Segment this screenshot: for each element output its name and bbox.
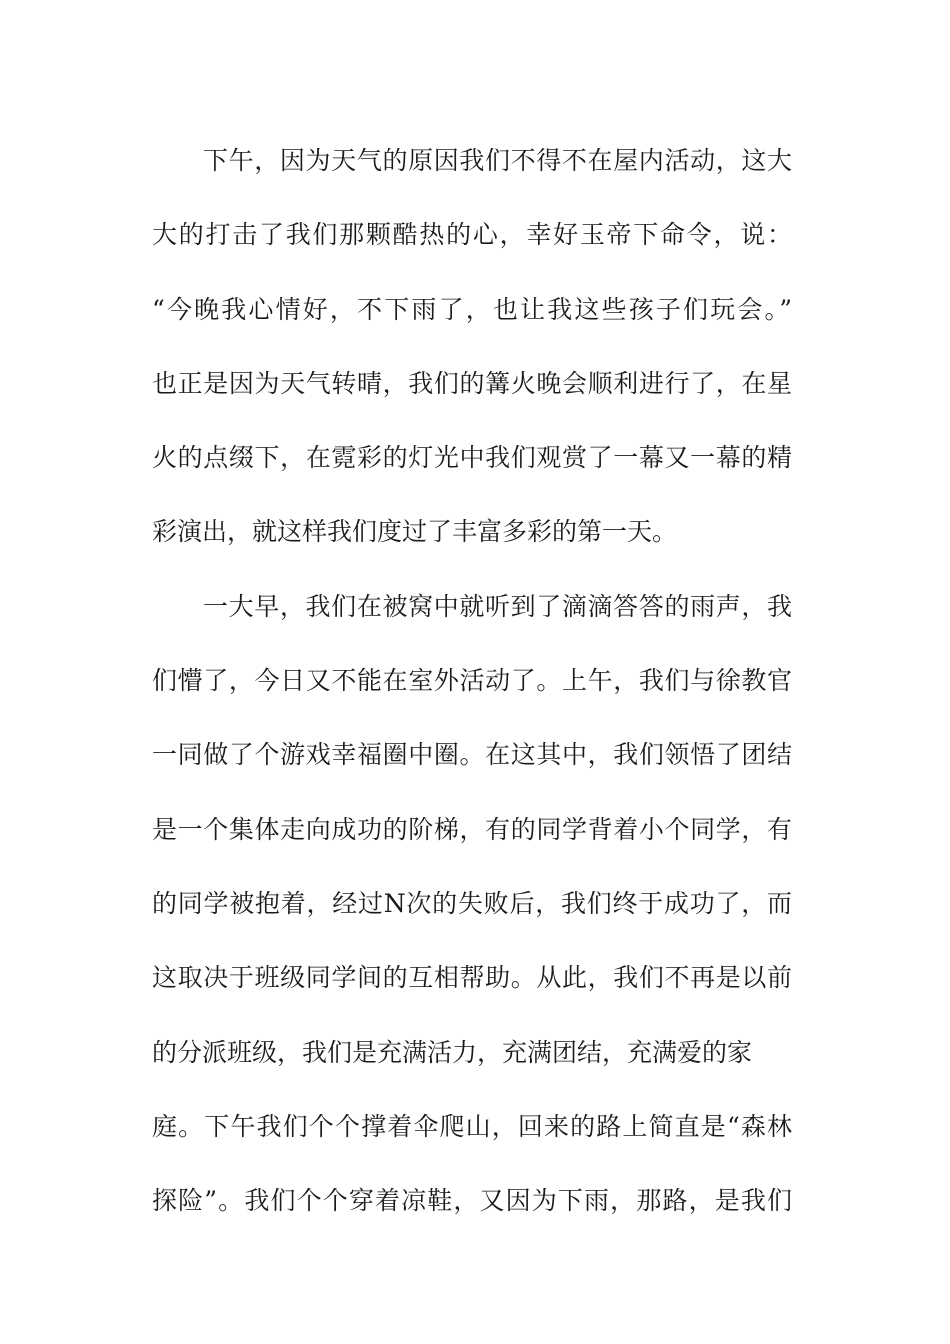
paragraph-line: 是一个集体走向成功的阶梯，有的同学背着小个同学，有 bbox=[152, 814, 792, 844]
paragraph-line: “今晚我心情好，不下雨了，也让我这些孩子们玩会。” bbox=[152, 294, 792, 324]
paragraph-line: 一同做了个游戏幸福圈中圈。在这其中，我们领悟了团结 bbox=[152, 740, 792, 770]
paragraph-line: 一大早，我们在被窝中就听到了滴滴答答的雨声，我 bbox=[203, 591, 792, 621]
paragraph-line: 大的打击了我们那颗酷热的心，幸好玉帝下命令，说： bbox=[152, 220, 792, 250]
paragraph-line: 们懵了，今日又不能在室外活动了。上午，我们与徐教官 bbox=[152, 666, 792, 696]
paragraph-line: 下午，因为天气的原因我们不得不在屋内活动，这大 bbox=[203, 146, 792, 175]
paragraph-line: 也正是因为天气转晴，我们的篝火晚会顺利进行了，在星 bbox=[152, 368, 792, 398]
paragraph-line: 的同学被抱着，经过N次的失败后，我们终于成功了，而 bbox=[152, 888, 792, 918]
paragraph-line: 这取决于班级同学间的互相帮助。从此，我们不再是以前 bbox=[152, 963, 792, 993]
paragraph-line: 火的点缀下，在霓彩的灯光中我们观赏了一幕又一幕的精 bbox=[152, 443, 792, 473]
paragraph-line: 的分派班级，我们是充满活力，充满团结，充满爱的家 bbox=[152, 1037, 753, 1067]
paragraph-line: 庭。下午我们个个撑着伞爬山，回来的路上简直是“森林 bbox=[152, 1111, 792, 1141]
paragraph-line: 彩演出，就这样我们度过了丰富多彩的第一天。 bbox=[152, 517, 678, 547]
document-body bbox=[152, 124, 792, 1238]
paragraph-line: 探险”。我们个个穿着凉鞋，又因为下雨，那路，是我们 bbox=[152, 1186, 792, 1216]
